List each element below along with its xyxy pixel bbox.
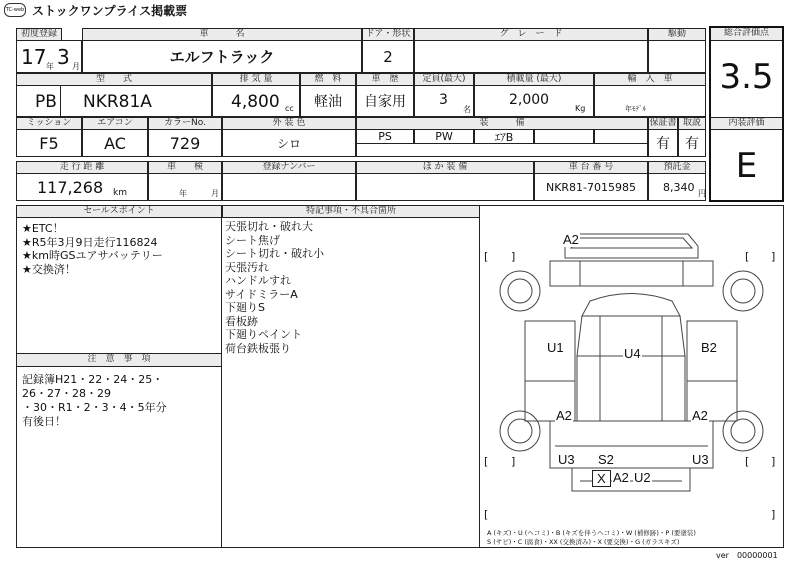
- import-sub: 年ﾓﾃﾞﾙ: [625, 105, 646, 113]
- mark-center: U4: [624, 346, 641, 361]
- defect-item: シート焦げ: [225, 233, 280, 247]
- equip-item: [594, 129, 648, 144]
- notes-text: [22, 373, 167, 429]
- first-reg-header: 初度登録: [16, 28, 62, 41]
- defect-item: 天張汚れ: [225, 260, 269, 274]
- other-equip: [356, 173, 534, 201]
- fuel-header: 燃 料: [300, 73, 356, 86]
- grade-header: グ レ ー ド: [414, 28, 648, 41]
- mission-header: ミッション: [16, 117, 82, 130]
- bracket-rr: ]: [511, 455, 516, 468]
- interior-score-header: 内装評価: [711, 117, 782, 130]
- left-divider: [221, 205, 222, 548]
- bracket-rl: [: [484, 455, 489, 468]
- bracket-rr2: ]: [771, 455, 776, 468]
- sales-item: ★ETC！: [22, 222, 64, 235]
- disp-cell: [212, 85, 300, 117]
- defect-item: サイドミラーA: [225, 287, 298, 301]
- interior-score: E: [735, 146, 758, 186]
- disp-unit: cc: [285, 104, 294, 113]
- defect-item: シート切れ・破れ小: [225, 247, 324, 260]
- inspection-cell: [148, 173, 222, 201]
- vin: NKR81-7015985: [534, 173, 648, 201]
- plate: [222, 173, 356, 201]
- capacity-cell: [414, 85, 474, 117]
- sales-item: ★km時GSユアサバッテリー: [22, 249, 163, 262]
- load-cell: [474, 85, 594, 117]
- fuel: 軽油: [300, 85, 356, 117]
- logo: [4, 3, 26, 17]
- load-value: 2,000: [509, 92, 550, 108]
- defects-header: 特記事項・不具合箇所: [222, 205, 480, 218]
- bracket-fl: [: [484, 250, 489, 263]
- other-equip-header: ほ か 装 備: [356, 161, 534, 174]
- equip-item: [534, 129, 594, 144]
- notes-line: 26・27・28・29: [22, 387, 111, 400]
- manual: 有: [678, 129, 706, 157]
- type-cell: [16, 85, 212, 117]
- vehicle-diagram: [480, 206, 783, 528]
- bracket-fr2: ]: [771, 250, 776, 263]
- bracket-bl: [: [484, 508, 489, 521]
- disp-header: 排 気 量: [212, 73, 300, 86]
- color-no-header: カラーNo.: [148, 117, 222, 130]
- ac-header: エアコン: [82, 117, 148, 130]
- type-divider: [60, 85, 61, 117]
- defect-item: ハンドルすれ: [225, 274, 291, 287]
- equip-item: PS: [356, 129, 414, 144]
- overall-score: 3.5: [719, 57, 774, 97]
- type-value: NKR81A: [83, 92, 152, 112]
- car-name: エルフトラック: [82, 40, 362, 73]
- equip-header: 装 備: [356, 117, 648, 130]
- mission: F5: [16, 129, 82, 157]
- vin-header: 車 台 番 号: [534, 161, 648, 174]
- reg-year: 17: [21, 45, 47, 69]
- disp-value: 4,800: [231, 92, 280, 112]
- warranty: 有: [648, 129, 678, 157]
- grade: [414, 40, 648, 73]
- legend-line-2: S (サビ)・C (腐食)・XX (交換済み)・X (要交換)・G (ガラスキズ): [487, 538, 680, 546]
- mileage-unit: km: [113, 188, 127, 198]
- ac: AC: [82, 129, 148, 157]
- sales-header: セールスポイント: [16, 205, 222, 218]
- load-unit: Kg: [575, 104, 586, 113]
- notes-header: 注 意 事 項: [16, 353, 222, 367]
- inspection-header: 車 検: [148, 161, 222, 174]
- bracket-rl2: [: [745, 455, 750, 468]
- mark-right-low: A2: [692, 408, 708, 423]
- recycle-unit: 円: [698, 189, 706, 198]
- defect-item: 天張切れ・破れ大: [225, 220, 313, 233]
- equip-row2: [356, 143, 648, 157]
- capacity-value: 3: [439, 92, 448, 108]
- mark-rear-a2: A2: [613, 470, 629, 485]
- recycle-cell: [648, 173, 706, 201]
- import-header: 輸 入 車: [594, 73, 706, 86]
- version: ver 00000001: [716, 551, 778, 560]
- type-header: 型 式: [16, 73, 212, 86]
- notes-line: 記録簿H21・22・24・25・: [22, 373, 164, 386]
- logo-text: TC-web: [5, 7, 25, 13]
- sales-item: ★R5年3月9日走行116824: [22, 235, 158, 249]
- exterior-header: 外 装 色: [222, 117, 356, 130]
- capacity-unit: 名: [463, 105, 471, 114]
- defect-item: 荷台鉄板張り: [225, 341, 291, 355]
- mark-top: A2: [563, 232, 579, 247]
- mileage-header: 走 行 距 離: [16, 161, 148, 174]
- reg-month-unit: 月: [72, 62, 80, 71]
- import-cell: [594, 85, 706, 117]
- usage-header: 車 歴: [356, 73, 414, 86]
- mark-left-mid: U1: [547, 340, 564, 355]
- overall-score-header: 総合評価点: [711, 28, 782, 41]
- defect-item: 看板跡: [225, 314, 258, 328]
- bracket-fr: ]: [511, 250, 516, 263]
- load-header: 積載量 (最大): [474, 73, 594, 86]
- first-reg-cell: [16, 40, 82, 73]
- manual-header: 取説: [678, 117, 706, 130]
- mark-s2: S2: [598, 452, 614, 467]
- legend-line-1: A (キズ)・U (ヘコミ)・B (キズを伴うヘコミ)・W (補修跡)・P (要塗装): [487, 529, 696, 537]
- exterior: シロ: [222, 129, 356, 157]
- defect-item: 下廻りペイント: [225, 328, 302, 341]
- sales-list: [22, 222, 163, 276]
- bracket-br: ]: [771, 508, 776, 521]
- warranty-header: 保証書: [649, 118, 677, 128]
- mark-left-low: A2: [556, 408, 572, 423]
- doors: 2: [362, 40, 414, 73]
- inspection-year: 年: [179, 189, 187, 198]
- mileage-value: 117,268: [37, 178, 104, 197]
- mark-right-bottom: U3: [692, 452, 709, 467]
- mark-rear-x: X: [592, 470, 611, 487]
- color-no: 729: [148, 129, 222, 157]
- bracket-fl2: [: [745, 250, 750, 263]
- plate-header: 登録ナンバー: [222, 161, 356, 174]
- drive: [648, 40, 706, 73]
- notes-line: ・30・R1・2・3・4・5年分: [22, 401, 167, 414]
- usage: 自家用: [356, 85, 414, 117]
- mileage-cell: [16, 173, 148, 201]
- mark-left-bottom: U3: [558, 452, 575, 467]
- defects-list: [225, 220, 324, 355]
- type-prefix: PB: [35, 92, 57, 112]
- equip-item: ｴｱB: [474, 129, 534, 144]
- mark-right-mid: B2: [701, 340, 717, 355]
- drive-header: 駆動: [648, 28, 706, 41]
- equip-item: PW: [414, 129, 474, 144]
- capacity-header: 定員(最大): [414, 73, 474, 86]
- defect-item: 下廻りS: [225, 301, 265, 314]
- car-name-header: 車 名: [82, 28, 362, 41]
- inspection-month: 月: [211, 189, 219, 198]
- notes-line: 有後日！: [22, 415, 66, 428]
- doors-header: ドア・形状: [362, 28, 414, 41]
- page-title: ストックワンプライス掲載票: [32, 4, 188, 18]
- recycle-value: 8,340: [663, 181, 695, 194]
- sales-item: ★交換済！: [22, 262, 76, 276]
- mark-rear-u2: U2: [634, 470, 651, 485]
- reg-month: 3: [57, 45, 70, 69]
- recycle-header: 預託金: [648, 161, 706, 174]
- reg-year-unit: 年: [46, 62, 54, 71]
